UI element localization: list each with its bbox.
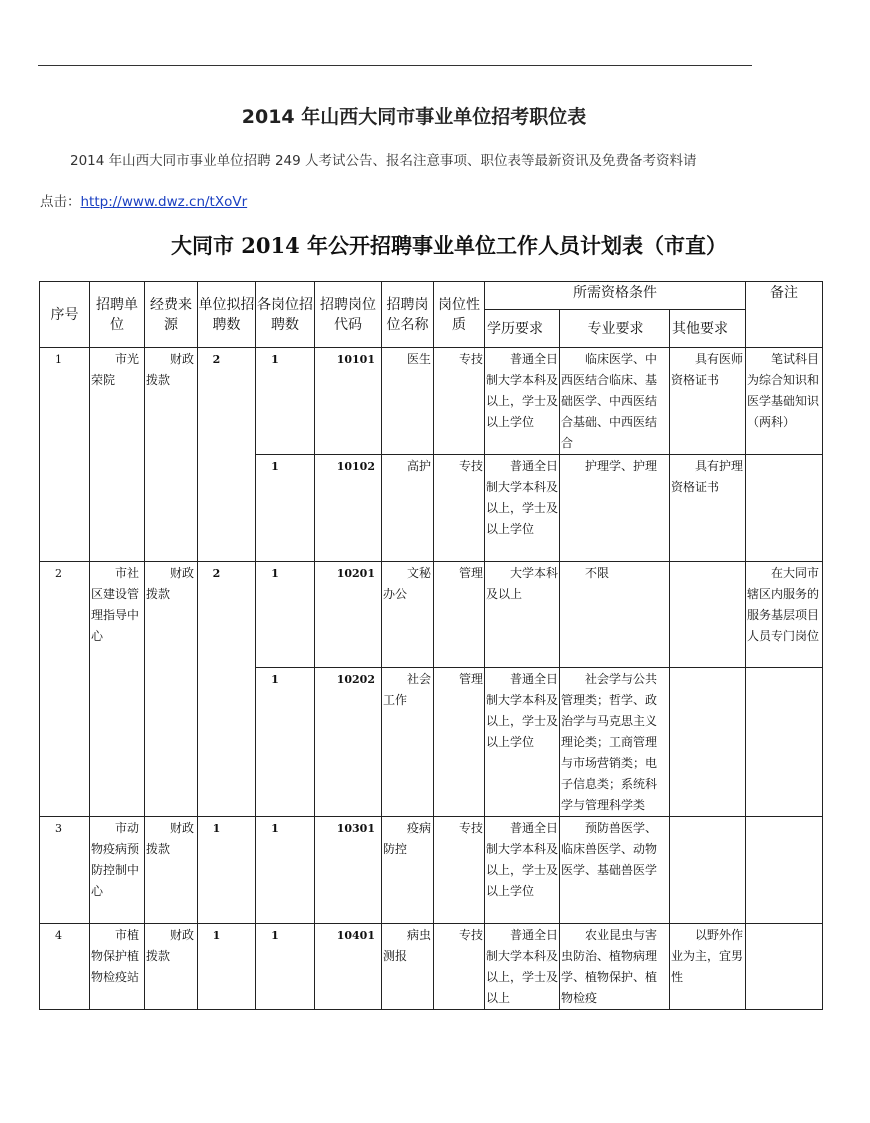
cell-post-name: 病虫测报	[382, 924, 434, 1010]
cell-education: 普通全日制大学本科及以上，学士及以上学位	[485, 817, 560, 924]
header-unit: 招聘单位	[90, 282, 145, 348]
cell-post-name: 疫病防控	[382, 817, 434, 924]
cell-seq: 4	[40, 924, 90, 1010]
cell-other: 以野外作业为主，宜男性	[670, 924, 746, 1010]
cell-remarks	[746, 668, 823, 817]
cell-education: 普通全日制大学本科及以上，学士及以上学位	[485, 348, 560, 455]
header-major: 专业要求	[560, 310, 670, 348]
cell-post-name: 社会工作	[382, 668, 434, 817]
cell-remarks	[746, 817, 823, 924]
header-other: 其他要求	[670, 310, 746, 348]
cell-post-name: 医生	[382, 348, 434, 455]
cell-post-code: 10301	[315, 817, 382, 924]
table-row	[40, 924, 823, 1010]
cell-major: 预防兽医学、临床兽医学、动物医学、基础兽医学	[560, 817, 670, 924]
header-seq: 序号	[40, 282, 90, 348]
cell-post-count: 1	[256, 455, 315, 562]
cell-unit: 市社区建设管理指导中心	[90, 562, 145, 817]
click-label: 点击：	[40, 194, 81, 210]
header-post-type: 岗位性质	[434, 282, 485, 348]
header-post-count: 各岗位招聘数	[256, 282, 315, 348]
table-row	[40, 348, 823, 455]
header-rule	[38, 65, 752, 66]
cell-post-code: 10201	[315, 562, 382, 668]
cell-major: 不限	[560, 562, 670, 668]
cell-post-code: 10202	[315, 668, 382, 817]
cell-seq: 1	[40, 348, 90, 562]
cell-post-count: 1	[256, 668, 315, 817]
cell-other	[670, 817, 746, 924]
click-line	[40, 190, 247, 210]
cell-post-name: 高护	[382, 455, 434, 562]
header-education: 学历要求	[485, 310, 560, 348]
cell-post-type: 专技	[434, 924, 485, 1010]
table-title: 大同市 2014 年公开招聘事业单位工作人员计划表（市直）	[170, 233, 728, 258]
source-link[interactable]: http://www.dwz.cn/tXoVr	[80, 194, 248, 210]
cell-other: 具有医师资格证书	[670, 348, 746, 455]
cell-post-name: 文秘办公	[382, 562, 434, 668]
header-post-code: 招聘岗位代码	[315, 282, 382, 348]
cell-funding: 财政拨款	[145, 817, 198, 924]
cell-education: 大学本科及以上	[485, 562, 560, 668]
cell-other	[670, 562, 746, 668]
cell-funding: 财政拨款	[145, 924, 198, 1010]
cell-post-type: 专技	[434, 817, 485, 924]
cell-post-code: 10401	[315, 924, 382, 1010]
header-remarks: 备注	[746, 282, 823, 348]
header-funding: 经费来源	[145, 282, 198, 348]
cell-remarks: 笔试科目为综合知识和医学基础知识（两科）	[746, 348, 823, 455]
cell-major: 社会学与公共管理类；哲学、政治学与马克思主义理论类；工商管理与市场营销类；电子信息类；系统科学与管理科学类	[560, 668, 670, 817]
cell-remarks: 在大同市辖区内服务的服务基层项目人员专门岗位	[746, 562, 823, 668]
cell-unit: 市植物保护植物检疫站	[90, 924, 145, 1010]
cell-remarks	[746, 924, 823, 1010]
cell-post-code: 10101	[315, 348, 382, 455]
header-qualifications: 所需资格条件	[485, 282, 746, 310]
cell-post-type: 专技	[434, 455, 485, 562]
table-row	[40, 562, 823, 668]
table-row	[40, 817, 823, 924]
cell-funding: 财政拨款	[145, 562, 198, 817]
cell-post-type: 专技	[434, 348, 485, 455]
header-post-name: 招聘岗位名称	[382, 282, 434, 348]
cell-seq: 3	[40, 817, 90, 924]
cell-funding: 财政拨款	[145, 348, 198, 562]
intro-text: 2014 年山西大同市事业单位招聘 249 人考试公告、报名注意事项、职位表等最新资讯及免费备考资料请	[70, 153, 697, 169]
cell-other: 具有护理资格证书	[670, 455, 746, 562]
cell-post-count: 1	[256, 817, 315, 924]
cell-education: 普通全日制大学本科及以上，学士及以上学位	[485, 668, 560, 817]
recruitment-table	[39, 281, 823, 1010]
cell-post-count: 1	[256, 348, 315, 455]
cell-post-code: 10102	[315, 455, 382, 562]
document-title: 2014 年山西大同市事业单位招考职位表	[241, 106, 587, 128]
cell-unit: 市光荣院	[90, 348, 145, 562]
cell-education: 普通全日制大学本科及以上，学士及以上学位	[485, 455, 560, 562]
cell-major: 农业昆虫与害虫防治、植物病理学、植物保护、植物检疫	[560, 924, 670, 1010]
cell-other	[670, 668, 746, 817]
cell-unit-plan: 2	[198, 348, 256, 562]
cell-post-type: 管理	[434, 668, 485, 817]
cell-unit: 市动物疫病预防控制中心	[90, 817, 145, 924]
cell-seq: 2	[40, 562, 90, 817]
cell-unit-plan: 2	[198, 562, 256, 817]
cell-major: 护理学、护理	[560, 455, 670, 562]
cell-post-count: 1	[256, 562, 315, 668]
cell-unit-plan: 1	[198, 817, 256, 924]
cell-education: 普通全日制大学本科及以上，学士及以上	[485, 924, 560, 1010]
cell-remarks	[746, 455, 823, 562]
cell-post-type: 管理	[434, 562, 485, 668]
cell-unit-plan: 1	[198, 924, 256, 1010]
cell-post-count: 1	[256, 924, 315, 1010]
cell-major: 临床医学、中西医结合临床、基础医学、中西医结合基础、中西医结合	[560, 348, 670, 455]
header-unit-plan: 单位拟招聘数	[198, 282, 256, 348]
